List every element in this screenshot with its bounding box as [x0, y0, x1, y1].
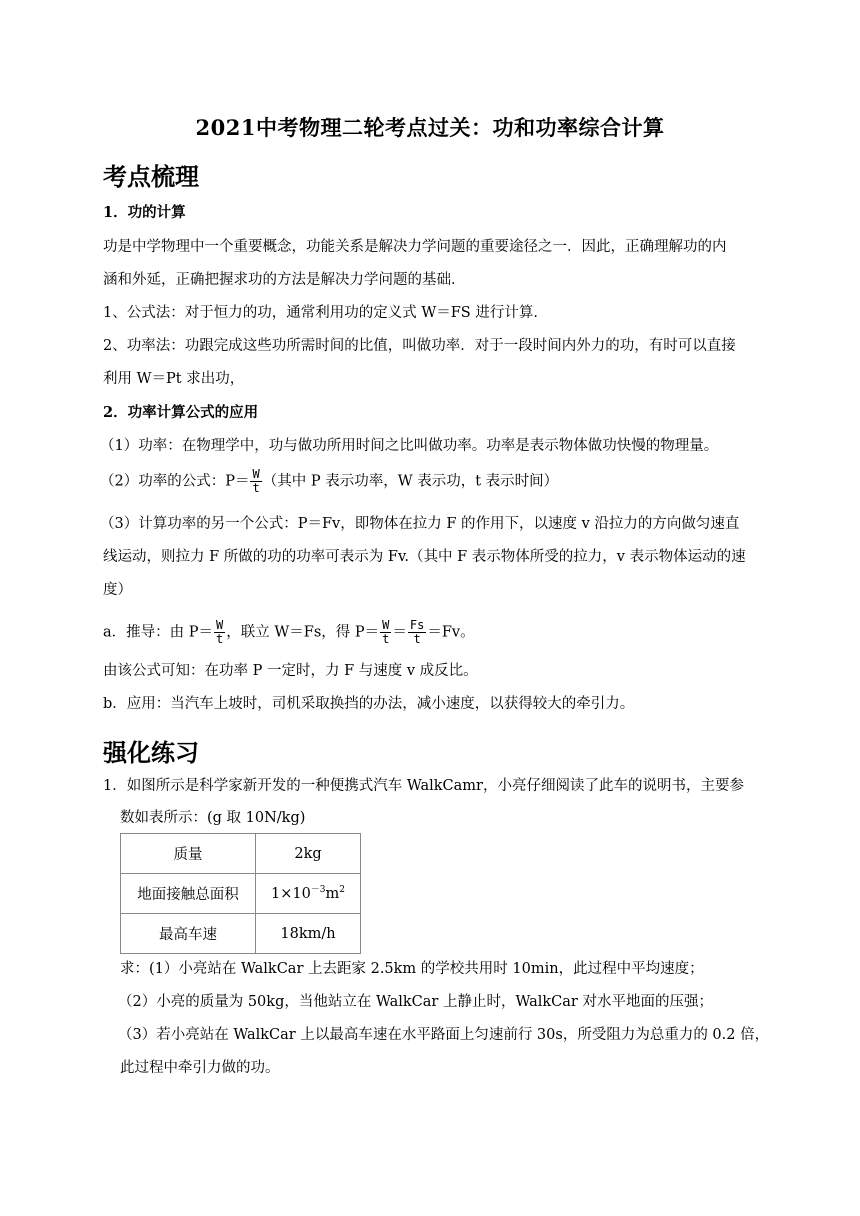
text-run: ＝ [392, 624, 407, 641]
text-run: （其中 P 表示功率，W 表示功，t 表示时间） [262, 473, 559, 490]
fraction-w-over-t [214, 619, 225, 646]
parameter-table [120, 833, 361, 954]
value-base: 1×10 [270, 885, 311, 902]
section-heading-practice: 强化练习 [103, 739, 199, 767]
table-cell-value: 18km/h [256, 914, 361, 954]
table-cell-value [256, 874, 361, 914]
fraction-fs-over-t [408, 619, 426, 646]
text-run: ＝Fv。 [427, 624, 475, 641]
paragraph-line: 线运动，则拉力 F 所做的功的功率可表示为 Fv.（其中 F 表示物体所受的拉力，v 表示物体运动的速 [103, 549, 746, 565]
paragraph-line: 由该公式可知：在功率 P 一定时，力 F 与速度 v 成反比。 [103, 663, 478, 679]
question-line: 求：(1）小亮站在 WalkCar 上去距家 2.5km 的学校共用时 10min，此过程中平均速度； [120, 961, 704, 977]
section-heading-summary: 考点梳理 [103, 163, 199, 191]
paragraph-line: b．应用：当汽车上坡时，司机采取换挡的办法，减小速度，以获得较大的牵引力。 [103, 696, 635, 712]
question-line: （2）小亮的质量为 50kg，当他站立在 WalkCar 上静止时，WalkCar 对水平地面的压强； [118, 994, 713, 1010]
table-cell-label: 地面接触总面积 [121, 874, 256, 914]
table-row [121, 914, 361, 954]
paragraph-line: 1、公式法：对于恒力的功，通常利用功的定义式 W＝FS 进行计算． [103, 305, 548, 321]
fraction-denominator: t [252, 481, 260, 495]
power-formula-line [100, 468, 558, 495]
fraction-w-over-t [250, 468, 261, 495]
table-row [121, 874, 361, 914]
question-line: 此过程中牵引力做的功。 [120, 1060, 280, 1076]
question-line: 数如表所示：(g 取 10N/kg) [120, 810, 306, 826]
question-line: 1．如图所示是科学家新开发的一种便携式汽车 WalkCamr，小亮仔细阅读了此车的说明书，主要参 [103, 778, 744, 794]
text-run: （2）功率的公式：P＝ [100, 473, 250, 490]
subheading-power-formula: 2．功率计算公式的应用 [103, 404, 259, 421]
paragraph-line: 利用 W＝Pt 求出功， [103, 371, 245, 387]
fraction-denominator: t [413, 632, 421, 646]
table-cell-label: 质量 [121, 834, 256, 874]
paragraph-line: 2、功率法：功跟完成这些功所需时间的比值，叫做功率．对于一段时间内外力的功，有时可以直接 [103, 338, 736, 354]
text-run: ，联立 W＝Fs，得 P＝ [226, 624, 380, 641]
table-cell-value: 2kg [256, 834, 361, 874]
table-cell-label: 最高车速 [121, 914, 256, 954]
paragraph-line: 度） [103, 582, 132, 598]
document-title: 2021中考物理二轮考点过关：功和功率综合计算 [195, 115, 665, 140]
paragraph-line: （3）计算功率的另一个公式：P＝Fv，即物体在拉力 F 的作用下，以速度 v 沿拉力的方向做匀速直 [100, 516, 740, 532]
fraction-numerator: W [216, 618, 224, 632]
unit-exponent: 2 [339, 884, 346, 895]
fraction-denominator: t [382, 632, 390, 646]
value-exponent: －3 [310, 884, 326, 895]
fraction-numerator: Fs [409, 618, 425, 632]
question-line: （3）若小亮站在 WalkCar 上以最高车速在水平路面上匀速前行 30s，所受阻力为总重力的 0.2 倍， [118, 1027, 770, 1043]
fraction-w-over-t [380, 619, 391, 646]
paragraph-line: 功是中学物理中一个重要概念，功能关系是解决力学问题的重要途径之一．因此，正确理解功的内 [103, 239, 727, 255]
fraction-denominator: t [216, 632, 224, 646]
paragraph-line: 涵和外延，正确把握求功的方法是解决力学问题的基础． [103, 272, 466, 288]
subheading-work-calc: 1．功的计算 [103, 204, 186, 221]
fraction-numerator: W [382, 618, 390, 632]
fraction-numerator: W [252, 467, 260, 481]
value-unit: m [325, 885, 340, 902]
text-run: a．推导：由 P＝ [103, 624, 214, 641]
derivation-line [103, 619, 475, 646]
paragraph-line: （1）功率：在物理学中，功与做功所用时间之比叫做功率。功率是表示物体做功快慢的物理量。 [100, 438, 719, 454]
table-row [121, 834, 361, 874]
